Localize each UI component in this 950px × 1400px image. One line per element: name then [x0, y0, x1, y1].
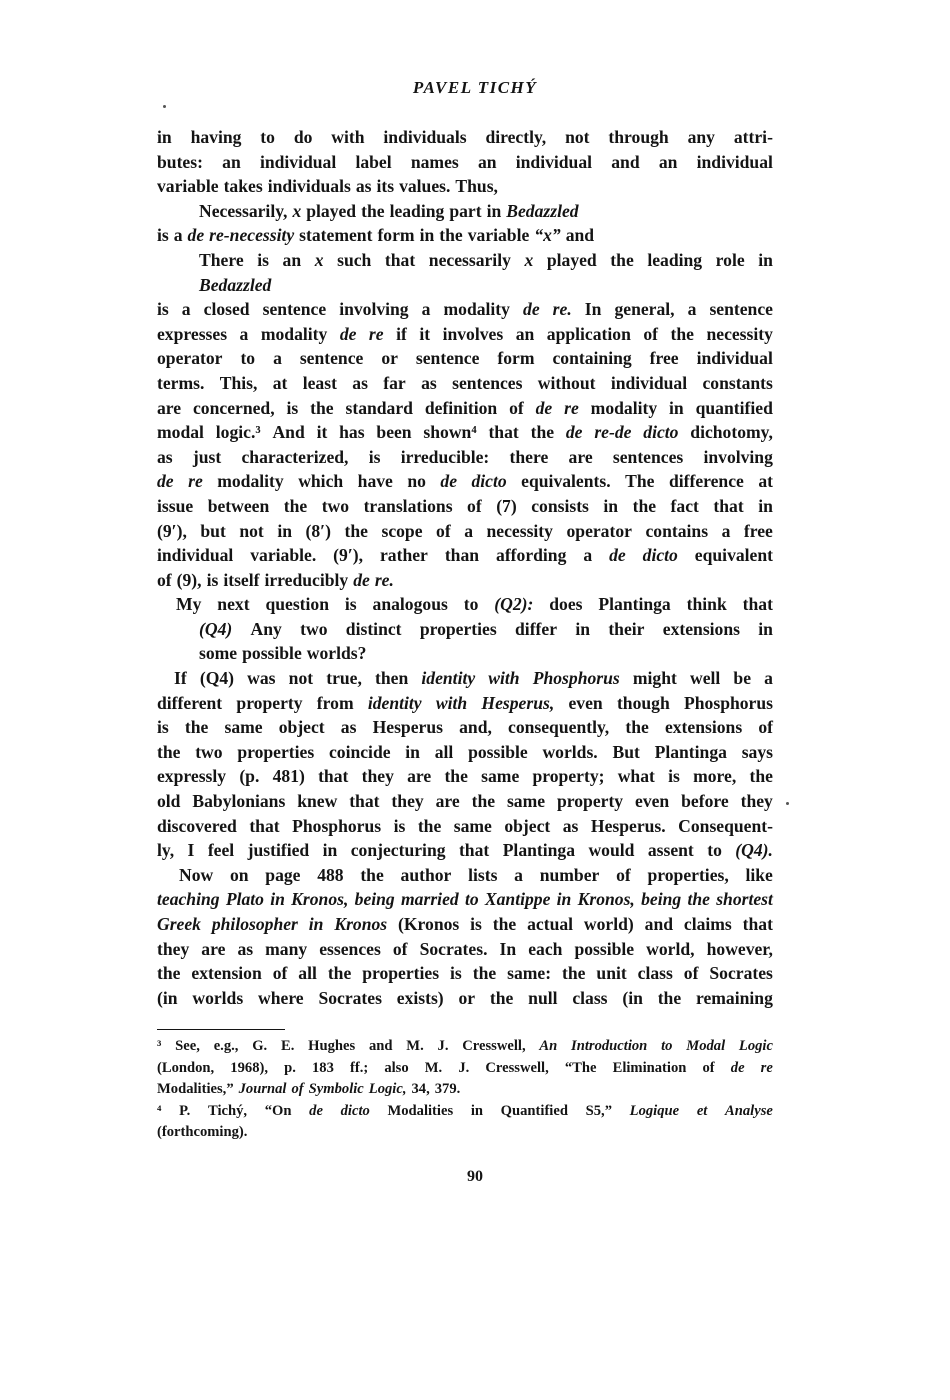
body-line: ly, I feel justified in conjecturing that Plantinga would assent to (Q4). [157, 840, 773, 861]
body-line: operator to a sentence or sentence form containing free individual [157, 348, 773, 369]
body-line: different property from identity with Hesperus, even though Phosphorus [157, 692, 773, 713]
body-line: individual variable. (9′), rather than affording a de dicto equivalent [157, 545, 773, 566]
footnote-line: ³ See, e.g., G. E. Hughes and M. J. Cresswell, An Introduction to Modal Logic [157, 1038, 773, 1054]
body-line: Necessarily, x played the leading part in Bedazzled [199, 200, 579, 221]
body-line: expressly (p. 481) that they are the same property; what is more, the [157, 766, 773, 787]
footnote-line: Modalities,” Journal of Symbolic Logic, 34, 379. [157, 1081, 461, 1098]
footnote-line: (London, 1968), p. 183 ff.; also M. J. Cresswell, “The Elimination of de re [157, 1059, 773, 1076]
body-line: My next question is analogous to (Q2): does Plantinga think that [176, 594, 773, 615]
body-line: as just characterized, is irreducible: there are sentences involving [157, 446, 773, 467]
body-line: de re modality which have no de dicto equivalents. The difference at [157, 471, 773, 492]
page-number: 90 [467, 1168, 483, 1185]
body-line: of (9), is itself irreducibly de re. [157, 569, 394, 590]
body-line: modal logic.³ And it has been shown⁴ that the de re-de dicto dichotomy, [157, 422, 773, 443]
body-text [157, 125, 773, 1010]
body-line: variable takes individuals as its values. Thus, [157, 176, 498, 197]
body-line: butes: an individual label names an individual and an individual [157, 151, 773, 172]
body-line: is a de re-necessity statement form in the variable “x” and [157, 225, 595, 246]
body-line: old Babylonians knew that they are the same property even before they [157, 791, 773, 812]
running-head: PAVEL TICHÝ [412, 78, 538, 97]
footnote-rule [157, 1029, 285, 1030]
body-line: teaching Plato in Kronos, being married to Xantippe in Kronos, being the shortest [157, 889, 773, 910]
body-line: they are as many essences of Socrates. In each possible world, however, [157, 938, 773, 959]
speck-mark [786, 802, 789, 805]
body-line: issue between the two translations of (7) consists in the fact that in [157, 495, 773, 516]
footnote-line: ⁴ P. Tichý, “On de dicto Modalities in Quantified S5,” Logique et Analyse [157, 1102, 773, 1119]
body-line: If (Q4) was not true, then identity with Phosphorus might well be a [174, 668, 773, 689]
body-line: some possible worlds? [199, 643, 367, 664]
body-line: in having to do with individuals directly, not through any attri- [157, 127, 773, 147]
body-line: is a closed sentence involving a modality de re. In general, a sentence [157, 299, 773, 320]
body-line: (9′), but not in (8′) the scope of a necessity operator contains a free [157, 520, 773, 541]
footnotes [157, 1036, 773, 1144]
body-line: (Q4) Any two distinct properties differ in their extensions in [199, 618, 773, 639]
body-line: Bedazzled [199, 274, 272, 295]
body-line: the two properties coincide in all possible worlds. But Plantinga says [157, 741, 773, 762]
speck-mark [163, 105, 166, 108]
body-line: Greek philosopher in Kronos (Kronos is the actual world) and claims that [157, 914, 773, 934]
body-line: the extension of all the properties is the same: the unit class of Socrates [157, 963, 773, 984]
body-line: Now on page 488 the author lists a number of properties, like [179, 864, 773, 885]
footnote-line: (forthcoming). [157, 1124, 248, 1141]
body-line: expresses a modality de re if it involves an application of the necessity [157, 323, 773, 344]
body-line: (in worlds where Socrates exists) or the null class (in the remaining [157, 987, 773, 1008]
body-line: are concerned, is the standard definition of de re modality in quantified [157, 397, 773, 418]
body-line: terms. This, at least as far as sentences without individual constants [157, 372, 773, 393]
body-line: There is an x such that necessarily x played the leading role in [199, 249, 773, 270]
body-line: is the same object as Hesperus and, consequently, the extensions of [157, 717, 773, 738]
body-line: discovered that Phosphorus is the same object as Hesperus. Consequent- [157, 815, 773, 836]
